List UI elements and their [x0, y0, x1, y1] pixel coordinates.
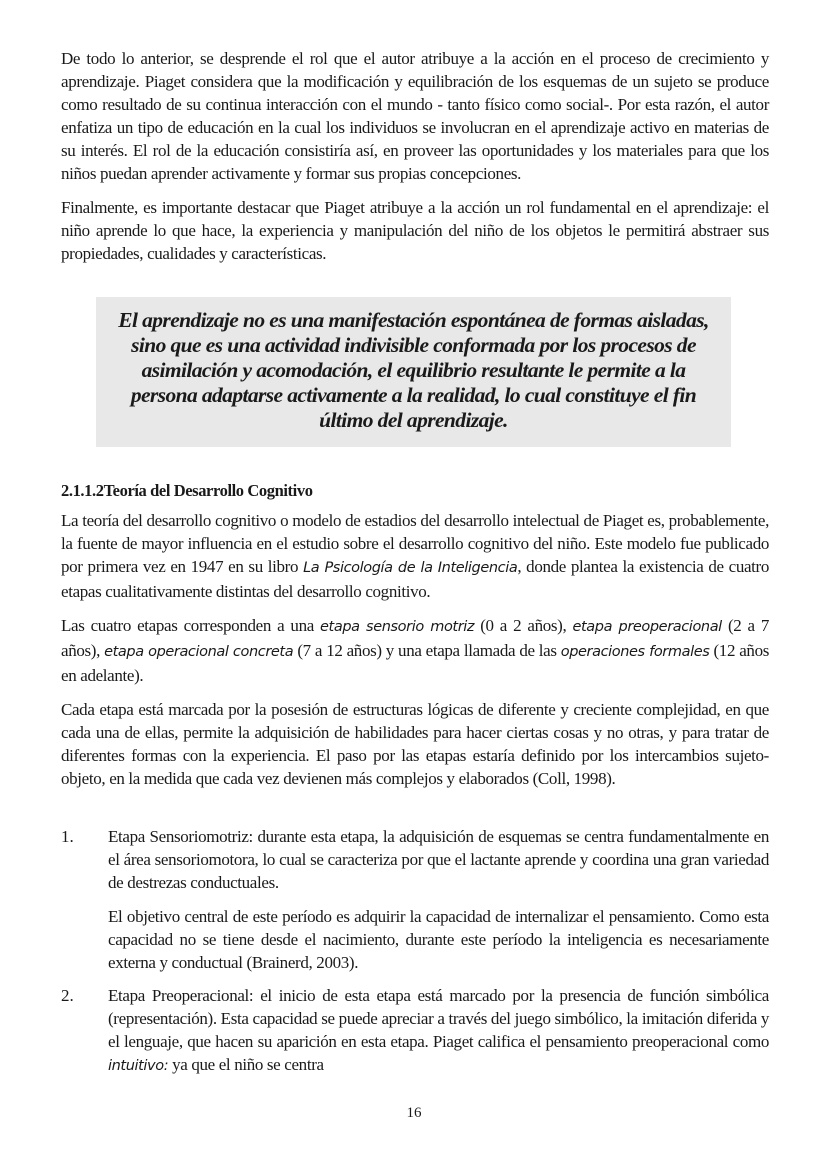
highlighted-quote-box	[96, 297, 731, 447]
text-segment: (2 a 7 años),	[61, 616, 769, 660]
paragraph-cognitive-theory	[61, 509, 769, 603]
text-segment: Etapa Preoperacional: el inicio de esta etapa está marcado por la presencia de función simbólica (representación). Esta capacidad se puede apreciar a través del juego simbólico, la imitación diferida y el lenguaje, que hacen su aparición en esta etapa. Piaget califica el pensamiento preoperacional como	[108, 986, 769, 1051]
text-segment: (12 años en adelante).	[61, 641, 769, 685]
text-segment: ya que el niño se centra	[168, 1055, 324, 1074]
page-number: 16	[406, 1105, 422, 1121]
section-heading: 2.1.1.2Teoría del Desarrollo Cognitivo	[61, 481, 313, 500]
text-segment: (0 a 2 años),	[474, 616, 573, 635]
document-page	[61, 47, 769, 1088]
stage-term-formal-operations: operaciones formales	[560, 644, 710, 660]
emphasis-intuitive: intuitivo:	[108, 1058, 169, 1074]
book-title: La Psicología de la Inteligencia	[303, 560, 518, 576]
list-number: 2.	[61, 986, 74, 1005]
paragraph-four-stages	[61, 614, 769, 687]
list-number: 1.	[61, 827, 74, 846]
list-item-paragraph	[108, 984, 769, 1078]
stages-list	[61, 825, 769, 1078]
stage-term-concrete-operational: etapa operacional concreta	[104, 644, 294, 660]
text-segment: Las cuatro etapas corresponden a una	[61, 616, 321, 635]
text-segment: (7 a 12 años) y una etapa llamada de las	[293, 641, 561, 660]
paragraph-stage-structures: Cada etapa está marcada por la posesión de estructuras lógicas de diferente y creciente complejidad, en que cada una de ellas, permite la adquisición de habilidades para hacer ciertas cosas y no otras, y para tratar de diferentes formas con la experiencia. El paso por las etapas estaría definido por los intercambios sujeto-objeto, en la medida que cada vez devienen más complejos y elaborados (Coll, 1998).	[61, 700, 769, 788]
list-item-paragraph: El objetivo central de este período es adquirir la capacidad de internalizar el pensamiento. Como esta capacidad no se tiene desde el nacimiento, durante este período la inteligencia es necesariamente externa y conductual (Brainerd, 2003).	[108, 907, 769, 972]
quote-text: El aprendizaje no es una manifestación espontánea de formas aisladas, sino que es una actividad indivisible conformada por los procesos de asimilación y acomodación, el equilibrio resultante le permite a la persona adaptarse activamente a la realidad, lo cual constituye el fin último del aprendizaje.	[118, 308, 709, 432]
list-item-paragraph: Etapa Sensoriomotriz: durante esta etapa, la adquisición de esquemas se centra fundamentalmente en el área sensoriomotora, lo cual se caracteriza por que el lactante aprende y coordina una gran variedad de destrezas conductuales.	[108, 827, 769, 892]
text-segment: La teoría del desarrollo cognitivo o modelo de estadios del desarrollo intelectual de Piaget es, probablemente, la fuente de mayor influencia en el estudio sobre el desarrollo cognitivo del niño. Este modelo fue publicado por primera vez en 1947 en su libro	[61, 511, 769, 576]
stage-term-preoperational: etapa preoperacional	[572, 619, 722, 635]
list-item-body	[108, 825, 769, 974]
list-item-sensorimotor	[61, 825, 769, 974]
paragraph-role-of-action: De todo lo anterior, se desprende el rol que el autor atribuye a la acción en el proceso de crecimiento y aprendizaje. Piaget considera que la modificación y equilibración de los esquemas de un sujeto se produce como resultado de su continua interacción con el mundo - tanto físico como social-. Por esta razón, el autor enfatiza un tipo de educación en la cual los individuos se involucran en el aprendizaje activo en materias de su interés. El rol de la educación consistiría así, en proveer las oportunidades y los materiales para que los niños puedan aprender activamente y formar sus propias concepciones.	[61, 49, 769, 183]
paragraph-conclusion: Finalmente, es importante destacar que Piaget atribuye a la acción un rol fundamental en el aprendizaje: el niño aprende lo que hace, la experiencia y manipulación del niño de los objetos le permitirá abstraer sus propiedades, cualidades y características.	[61, 198, 769, 263]
text-segment: , donde plantea la existencia de cuatro etapas cualitativamente distintas del desarrollo cognitivo.	[61, 557, 769, 601]
stage-term-sensorimotor: etapa sensorio motriz	[320, 619, 475, 635]
list-item-body	[108, 984, 769, 1078]
list-item-preoperational	[61, 984, 769, 1078]
